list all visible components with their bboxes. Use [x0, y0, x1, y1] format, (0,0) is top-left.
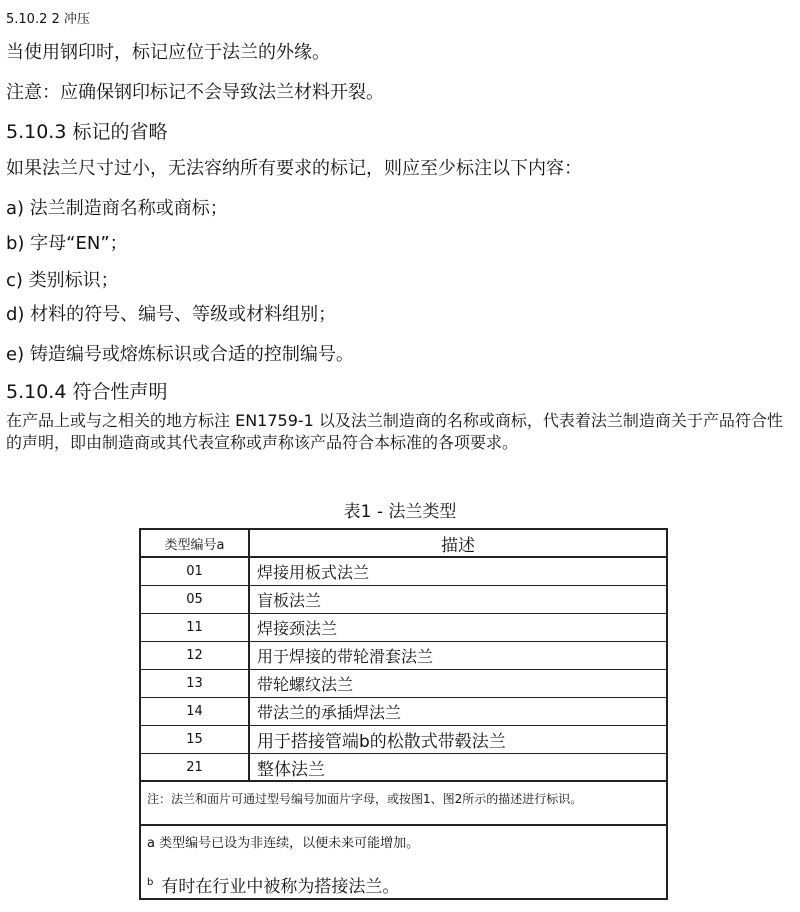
description-cell: 用于焊接的带轮滑套法兰 [257, 647, 434, 666]
table-header-row [141, 530, 666, 558]
list-item-a: a) 法兰制造商名称或商标； [6, 198, 228, 219]
section-5-10-4-paragraph: 在产品上或与之相关的地方标注 EN1759-1 以及法兰制造商的名称或商标，代表着法兰制造商关于产品符合性的声明，即由制造商或其代表宣称或声称该产品符合本标准的各项要求。 [6, 411, 783, 452]
table-row [141, 614, 666, 642]
list-item-e: e) 铸造编号或熔炼标识或合适的控制编号。 [6, 344, 354, 365]
footnote-b-marker: b [147, 877, 154, 889]
table-row [141, 726, 666, 754]
list-item-d: d) 材料的符号、编号、等级或材料组别； [6, 304, 337, 325]
section-5-10-4-heading: 5.10.4 符合性声明 [6, 381, 168, 403]
description-cell: 整体法兰 [257, 759, 325, 780]
header-description: 描述 [441, 535, 475, 556]
footnote-b [147, 872, 660, 897]
type-code-cell: 13 [141, 670, 250, 697]
type-code-cell: 11 [141, 614, 250, 641]
table-row [141, 642, 666, 670]
description-cell: 焊接用板式法兰 [257, 563, 370, 582]
table-row [141, 754, 666, 782]
type-code-cell: 12 [141, 642, 250, 669]
section-5-10-3-intro: 如果法兰尺寸过小，无法容纳所有要求的标记，则应至少标注以下内容： [6, 158, 582, 179]
description-cell: 带轮螺纹法兰 [257, 675, 354, 694]
table-footnotes [141, 826, 666, 898]
description-cell: 用于搭接管端b的松散式带毂法兰 [257, 732, 506, 752]
section-5-10-3-heading: 5.10.3 标记的省略 [6, 121, 168, 143]
flange-types-table [139, 528, 668, 900]
section-5-10-2-heading: 5.10.2 2 冲压 [6, 12, 90, 27]
type-code-cell: 05 [141, 586, 250, 613]
table-row [141, 558, 666, 586]
section-5-10-2-line-1: 当使用钢印时，标记应位于法兰的外缘。 [6, 42, 330, 63]
footnote-a: a 类型编号已设为非连续，以便未来可能增加。 [147, 836, 420, 851]
type-code-cell: 15 [141, 726, 250, 753]
table-note: 注：法兰和面片可通过型号编号加面片字母，或按图1、图2所示的描述进行标识。 [141, 782, 666, 826]
footnote-b-text: 有时在行业中被称为搭接法兰。 [161, 877, 400, 897]
type-code-cell: 01 [141, 558, 250, 585]
type-code-cell: 21 [141, 754, 250, 780]
type-code-cell: 14 [141, 698, 250, 725]
header-type-number: 类型编号a [141, 530, 250, 556]
table-row [141, 586, 666, 614]
section-5-10-2-line-2: 注意：应确保钢印标记不会导致法兰材料开裂。 [6, 82, 384, 103]
description-cell: 带法兰的承插焊法兰 [257, 703, 402, 722]
table-row [141, 670, 666, 698]
table-row [141, 698, 666, 726]
description-cell: 焊接颈法兰 [257, 619, 338, 638]
list-item-c: c) 类别标识； [6, 270, 119, 291]
list-item-b: b) 字母“EN”； [6, 233, 128, 254]
description-cell: 盲板法兰 [257, 591, 322, 610]
table-title: 表1 - 法兰类型 [343, 502, 457, 522]
